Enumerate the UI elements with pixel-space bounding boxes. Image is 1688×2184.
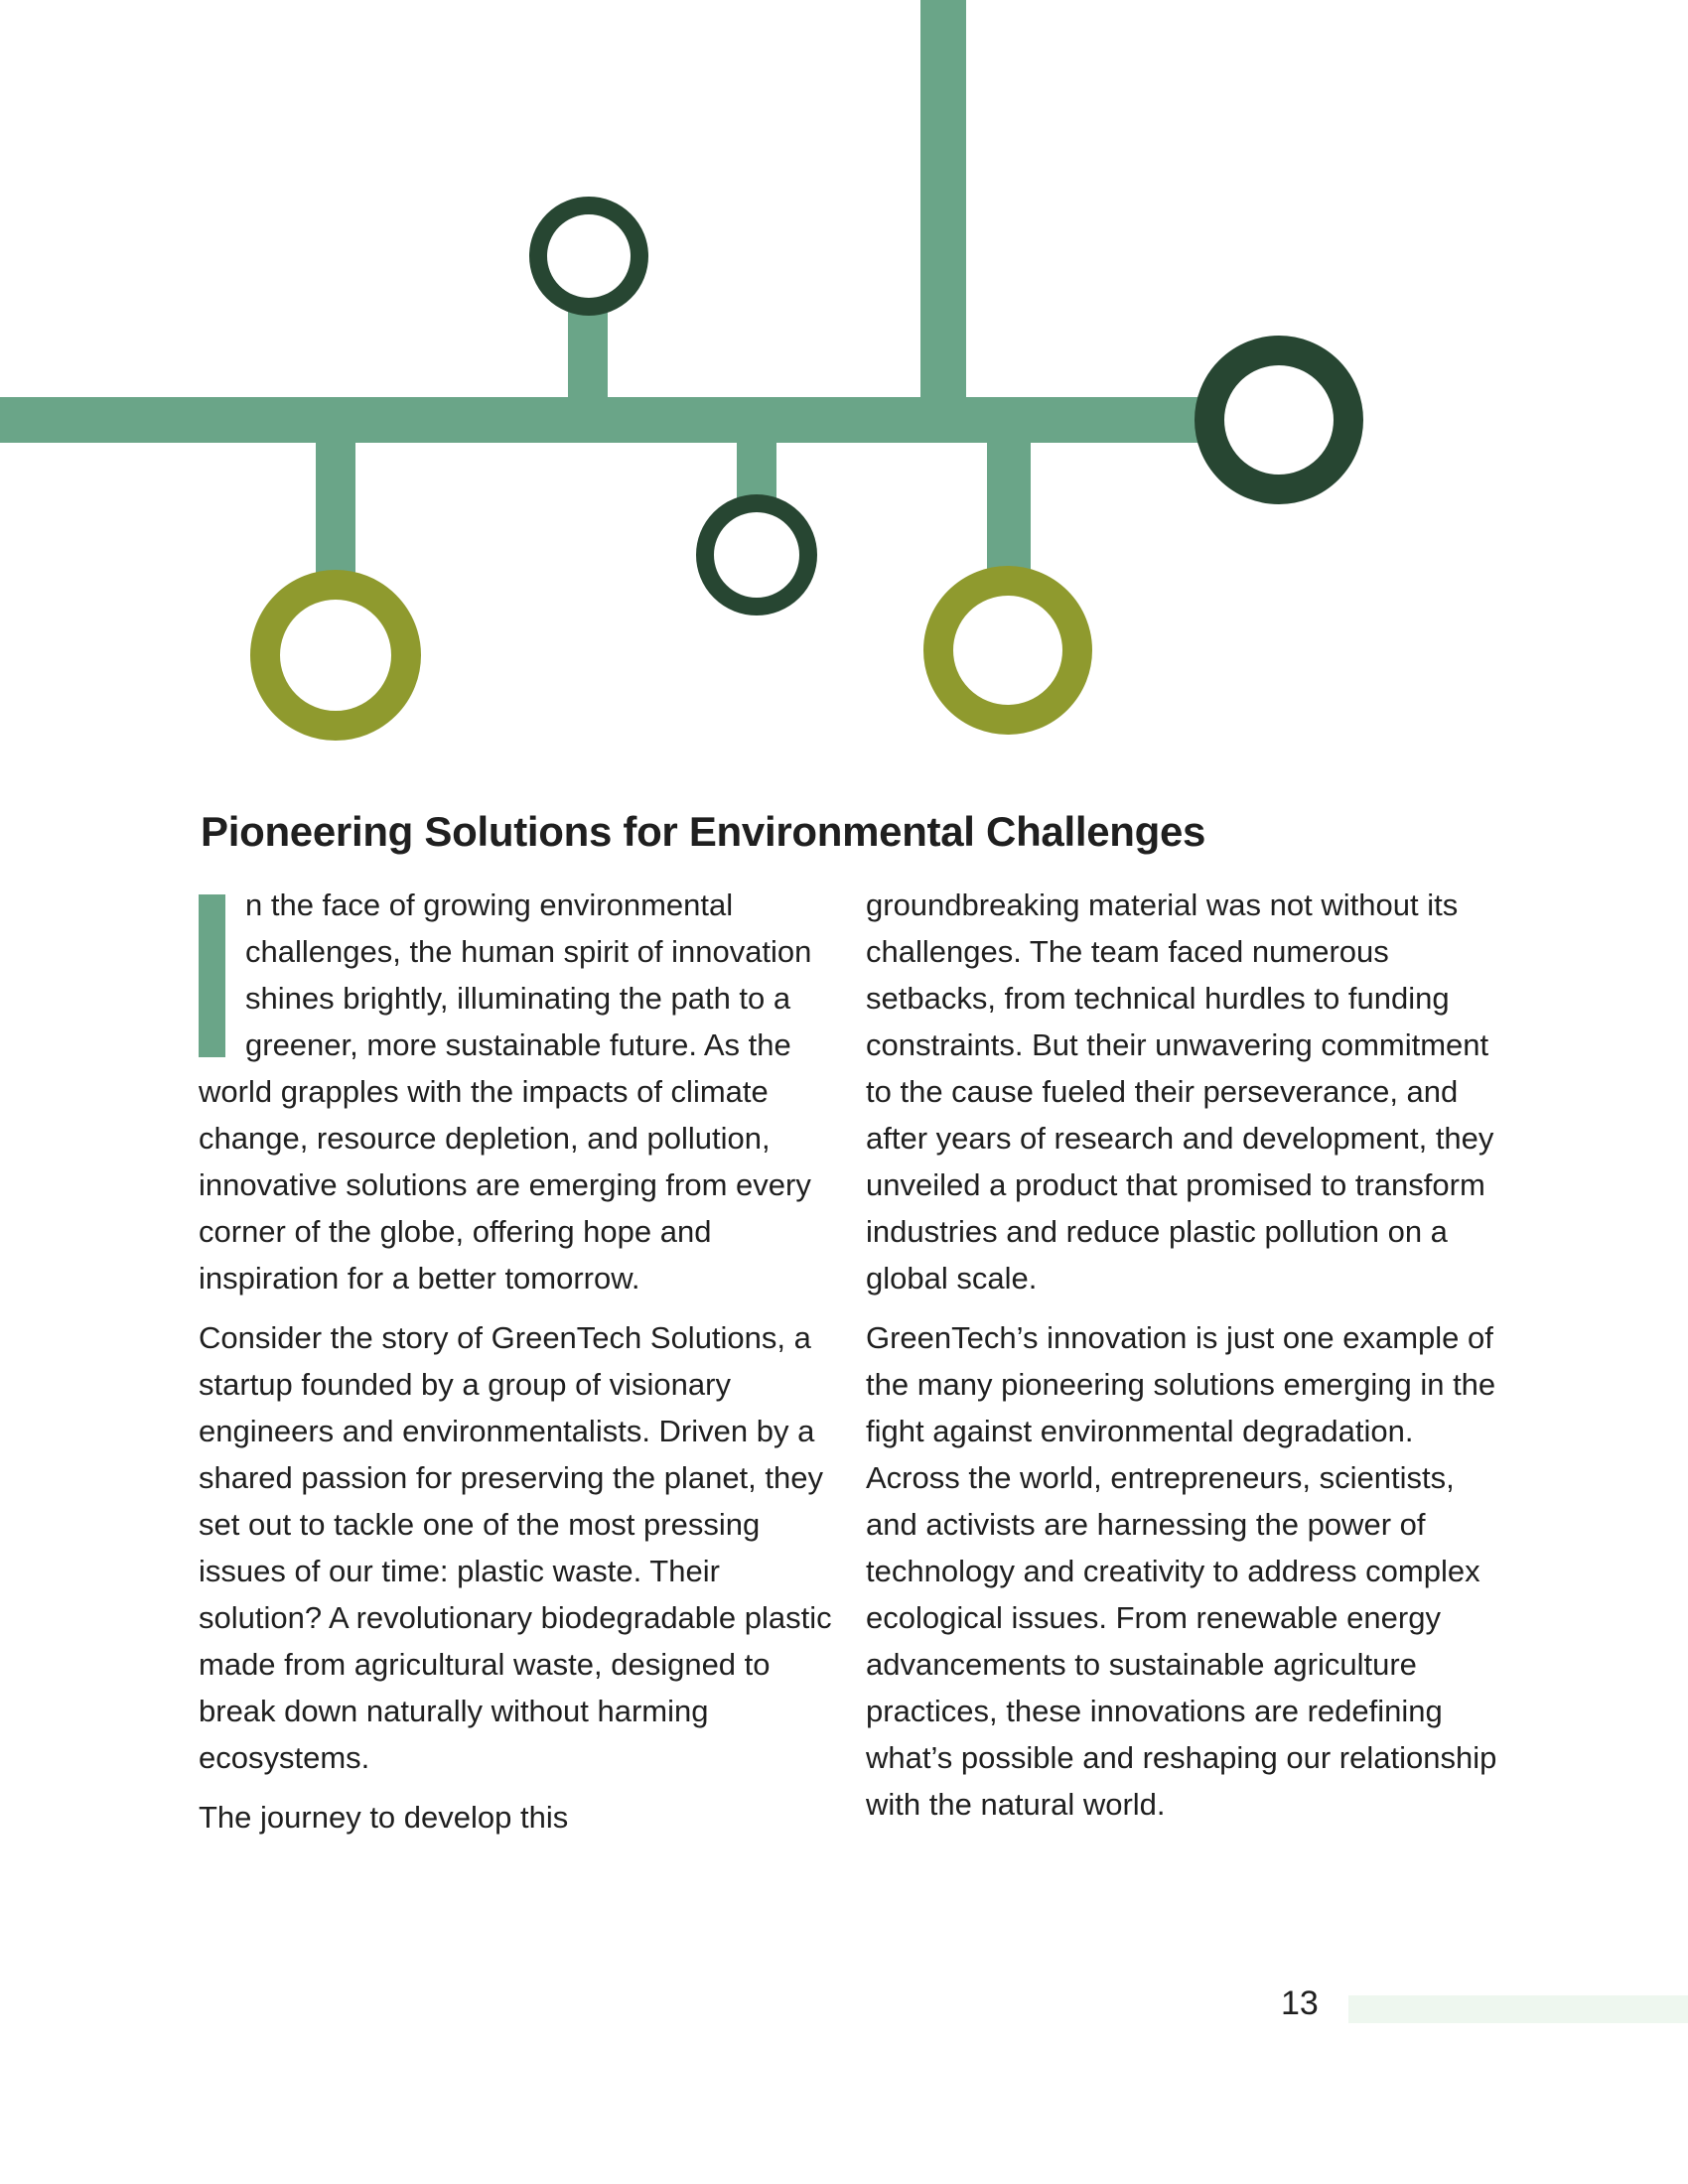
ring-dark-center <box>705 503 808 607</box>
ring-dark-upper-left <box>538 205 639 307</box>
story-paragraph: Consider the story of GreenTech Solutions, a startup founded by a group of visionary engineers and environmentalists. Driven by a shared passion for preserving the planet, they set out to tackle one of the most pressing issues of our time: plastic waste. Their solution? A revolutionary biodegradable plastic made from agricultural waste, designed to break down naturally without harming ecosystems. <box>199 1320 832 1775</box>
horizontal-line <box>0 397 1221 443</box>
intro-paragraph <box>199 882 834 1301</box>
footer-accent-bar <box>1348 1995 1688 2023</box>
intro-first-line: n the face of growing environmental <box>245 887 734 922</box>
ring-olive-right <box>938 581 1077 720</box>
circuit-graphic <box>0 0 1688 774</box>
vertical-line-top <box>920 0 966 443</box>
journey-paragraph-start: The journey to develop this <box>199 1800 569 1835</box>
article-title: Pioneering Solutions for Environmental Challenges <box>201 808 1206 855</box>
stem-lower-left <box>316 427 355 586</box>
page-number: 13 <box>1281 1984 1319 2022</box>
ring-dark-right <box>1209 350 1348 489</box>
ring-olive-left <box>265 585 406 726</box>
stem-lower-right <box>987 427 1031 586</box>
innovation-paragraph: GreenTech’s innovation is just one example of the many pioneering solutions emerging in the fight against environmental degradation. Across the world, entrepreneurs, scientists, and activists are harnessing the power of technology and creativity to address complex ecological issues. From renewable energy advancements to sustainable agriculture practices, these innovations are redefining what’s possible and reshaping our relationship with the natural world. <box>866 1320 1497 1822</box>
left-column <box>199 882 834 1853</box>
journey-paragraph-continued: groundbreaking material was not without its challenges. The team faced numerous setbacks, from technical hurdles to funding constraints. But their unwavering commitment to the cause fueled their perseverance, and after years of research and development, they unveiled a product that promised to transform industries and reduce plastic pollution on a global scale. <box>866 887 1494 1296</box>
right-column <box>866 882 1501 1841</box>
intro-rest: challenges, the human spirit of innovation shines brightly, illuminating the path to a greener, more sustainable future. As the world grapples with the impacts of climate change, resource depletion, and pollution, innovative solutions are emerging from every corner of the globe, offering hope and inspiration for a better tomorrow. <box>199 934 812 1296</box>
drop-cap-bar <box>199 894 225 1057</box>
